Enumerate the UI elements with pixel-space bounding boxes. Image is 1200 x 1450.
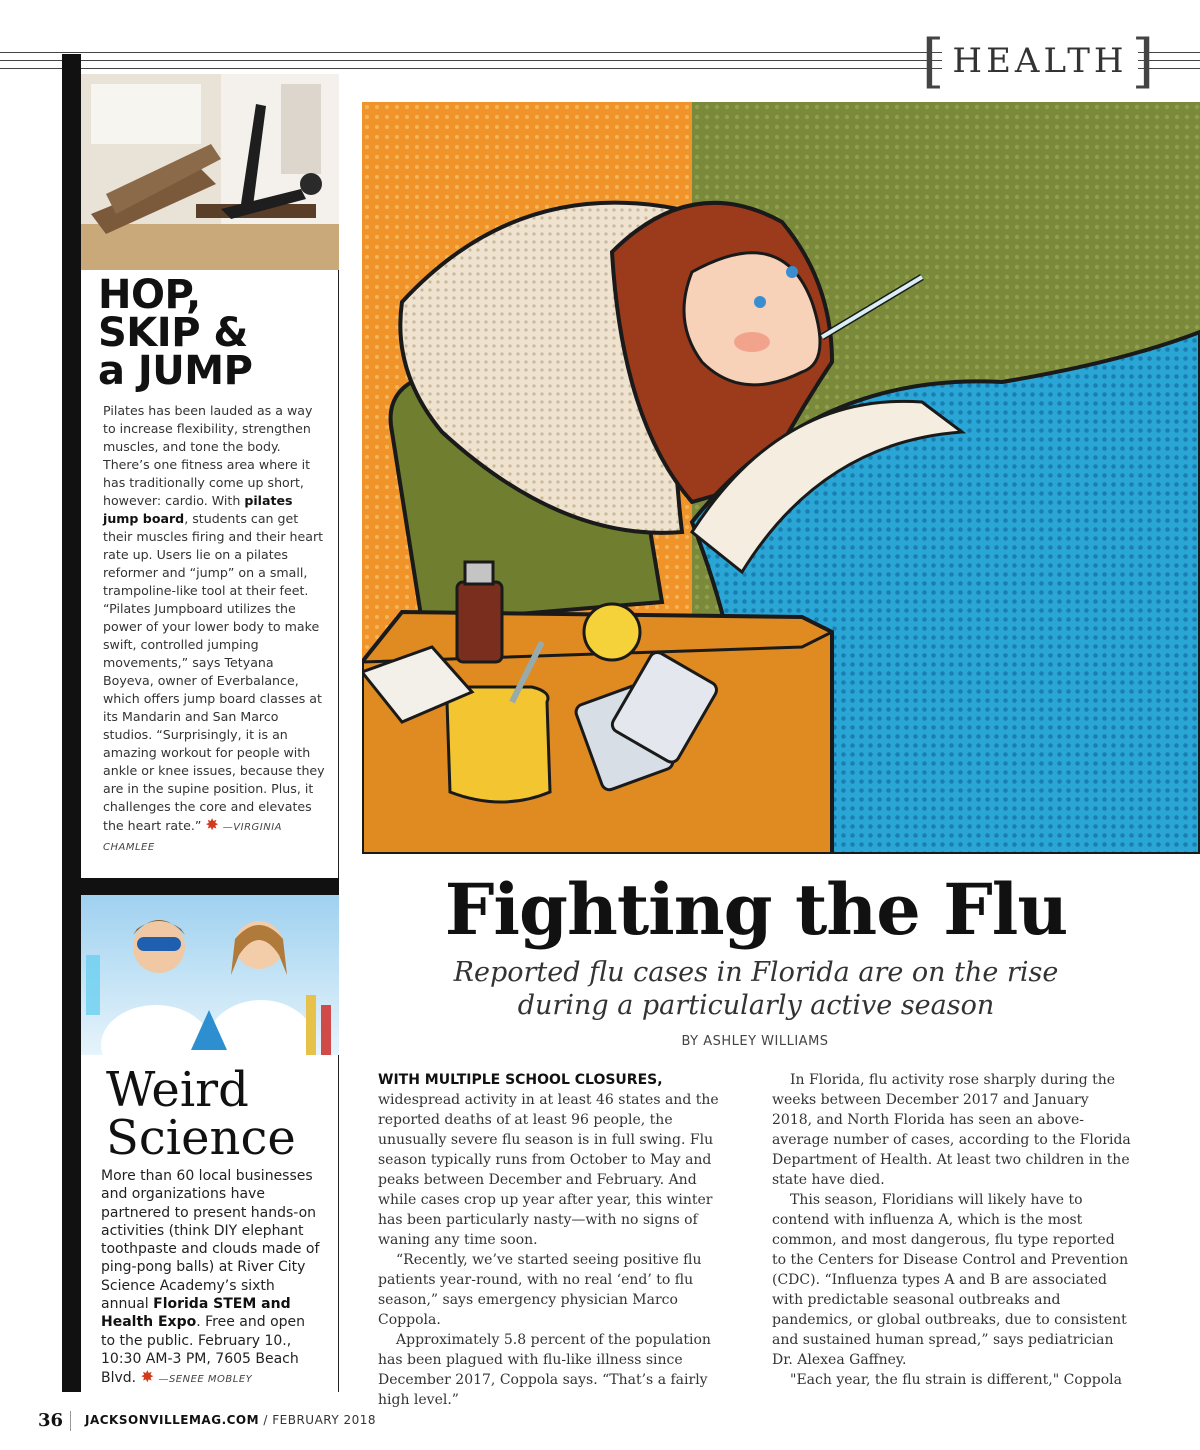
credit: —VIRGINIA CHAMLEE xyxy=(103,822,283,853)
deck-line: Reported flu cases in Florida are on the rise xyxy=(453,957,1059,988)
article-deck xyxy=(378,956,1134,1022)
body-bold: pilates jump board xyxy=(103,493,293,526)
title-line: a JUMP xyxy=(98,348,253,394)
section-tag xyxy=(921,27,1159,95)
lead-in: WITH MULTIPLE SCHOOL CLOSURES, xyxy=(378,1072,663,1088)
paragraph: This season, Floridians will likely have to contend with influenza A, which is the most common, and most dangerous, flu type reported to the Centers for Disease Control and Prevention (CDC). “Influenza types A and B are associated with predictable seasonal outbreaks and pandemics, or global outbreaks, due to consistent and sustained human spread,” says pediatrician Dr. Alexea Gaffney. xyxy=(772,1192,1129,1368)
paragraph-text: widespread activity in at least 46 states and the reported deaths of at least 96 people, the unusually severe flu season is in full swing. Flu season typically runs from October to May and peaks between December and February. And while cases crop up year after year, this winter has been particularly nasty—with no signs of waning any time soon. xyxy=(378,1092,719,1248)
sick-woman-illustration xyxy=(362,102,1200,854)
body-text: Pilates has been lauded as a way to increase flexibility, strengthen muscles, and tone the body. There’s one fitness area where it has traditionally come up short, however: cardio. With xyxy=(103,403,313,508)
asterisk-star-icon: ✸ xyxy=(205,815,219,834)
paragraph: Approximately 5.8 percent of the population has been plagued with flu-like illness since December 2017, Coppola says. “That’s a fairly high level.” xyxy=(378,1332,711,1408)
asterisk-star-icon: ✸ xyxy=(140,1367,154,1387)
section-label: HEALTH xyxy=(952,41,1128,81)
title-line: SKIP & xyxy=(98,310,248,356)
science-kids-photo xyxy=(81,895,339,1055)
paragraph xyxy=(378,1070,738,1250)
title-line: Weird xyxy=(106,1062,249,1118)
footer-text xyxy=(85,1413,376,1427)
sidebar-item1-title xyxy=(98,272,253,394)
sidebar-item2-body xyxy=(101,1167,323,1390)
paragraph: "Each year, the flu strain is different," Coppola xyxy=(790,1372,1122,1388)
sidebar-item2-title xyxy=(106,1062,296,1166)
title-line: HOP, xyxy=(98,272,201,318)
footer-issue: / FEBRUARY 2018 xyxy=(259,1413,377,1427)
body-text: . Free and open to the public. February 10., 10:30 AM-3 PM, 7605 Beach Blvd. xyxy=(101,1314,306,1387)
article-byline: BY ASHLEY WILLIAMS xyxy=(681,1034,829,1049)
body-text: More than 60 local businesses and organizations have partnered to present hands-on activities (think DIY elephant toothpaste and clouds made of ping-pong balls) at River City Science Academy’s sixth annual xyxy=(101,1168,320,1313)
bracket-right-icon: ] xyxy=(1131,27,1159,95)
footer-divider xyxy=(70,1411,71,1431)
sidebar-separator xyxy=(81,878,339,895)
body-text: , students can get their muscles firing and their heart rate up. Users lie on a pilates reformer and “jump” on a small, trampoline-like tool at their feet. “Pilates Jumpboard utilizes the power of your lower body to make swift, controlled jumping movements,” says Tetyana Boyeva, owner of Everbalance, which offers jump board classes at its Mandarin and San Marco studios. “Surprisingly, it is an amazing workout for people with ankle or knee issues, because they are in the supine position. Plus, it challenges the core and elevates the heart rate.” xyxy=(103,511,325,833)
deck-line: during a particularly active season xyxy=(517,990,995,1021)
page-number: 36 xyxy=(38,1410,64,1431)
body-bold: Florida STEM and Health Expo xyxy=(101,1296,291,1331)
article-column-1 xyxy=(378,1070,738,1410)
article-headline: Fighting the Flu xyxy=(444,868,1068,951)
paragraph: In Florida, flu activity rose sharply during the weeks between December 2017 and January 2018, and North Florida has seen an above-average number of cases, according to the Florida Department of Health. At least two children in the state have died. xyxy=(772,1072,1131,1188)
credit: —SENEE MOBLEY xyxy=(158,1374,253,1386)
article-column-2 xyxy=(772,1070,1132,1390)
pilates-photo xyxy=(81,74,339,270)
footer-site: JACKSONVILLEMAG.COM xyxy=(85,1413,260,1427)
title-line: Science xyxy=(106,1110,296,1166)
sidebar-border xyxy=(338,74,339,1392)
sidebar-spine xyxy=(62,54,81,1392)
sidebar-item1-body xyxy=(103,402,325,857)
bracket-left-icon: [ xyxy=(921,27,949,95)
paragraph: “Recently, we’ve started seeing positive flu patients year-round, with no real ‘end’ to flu season,” says emergency physician Marco Coppola. xyxy=(378,1252,702,1328)
